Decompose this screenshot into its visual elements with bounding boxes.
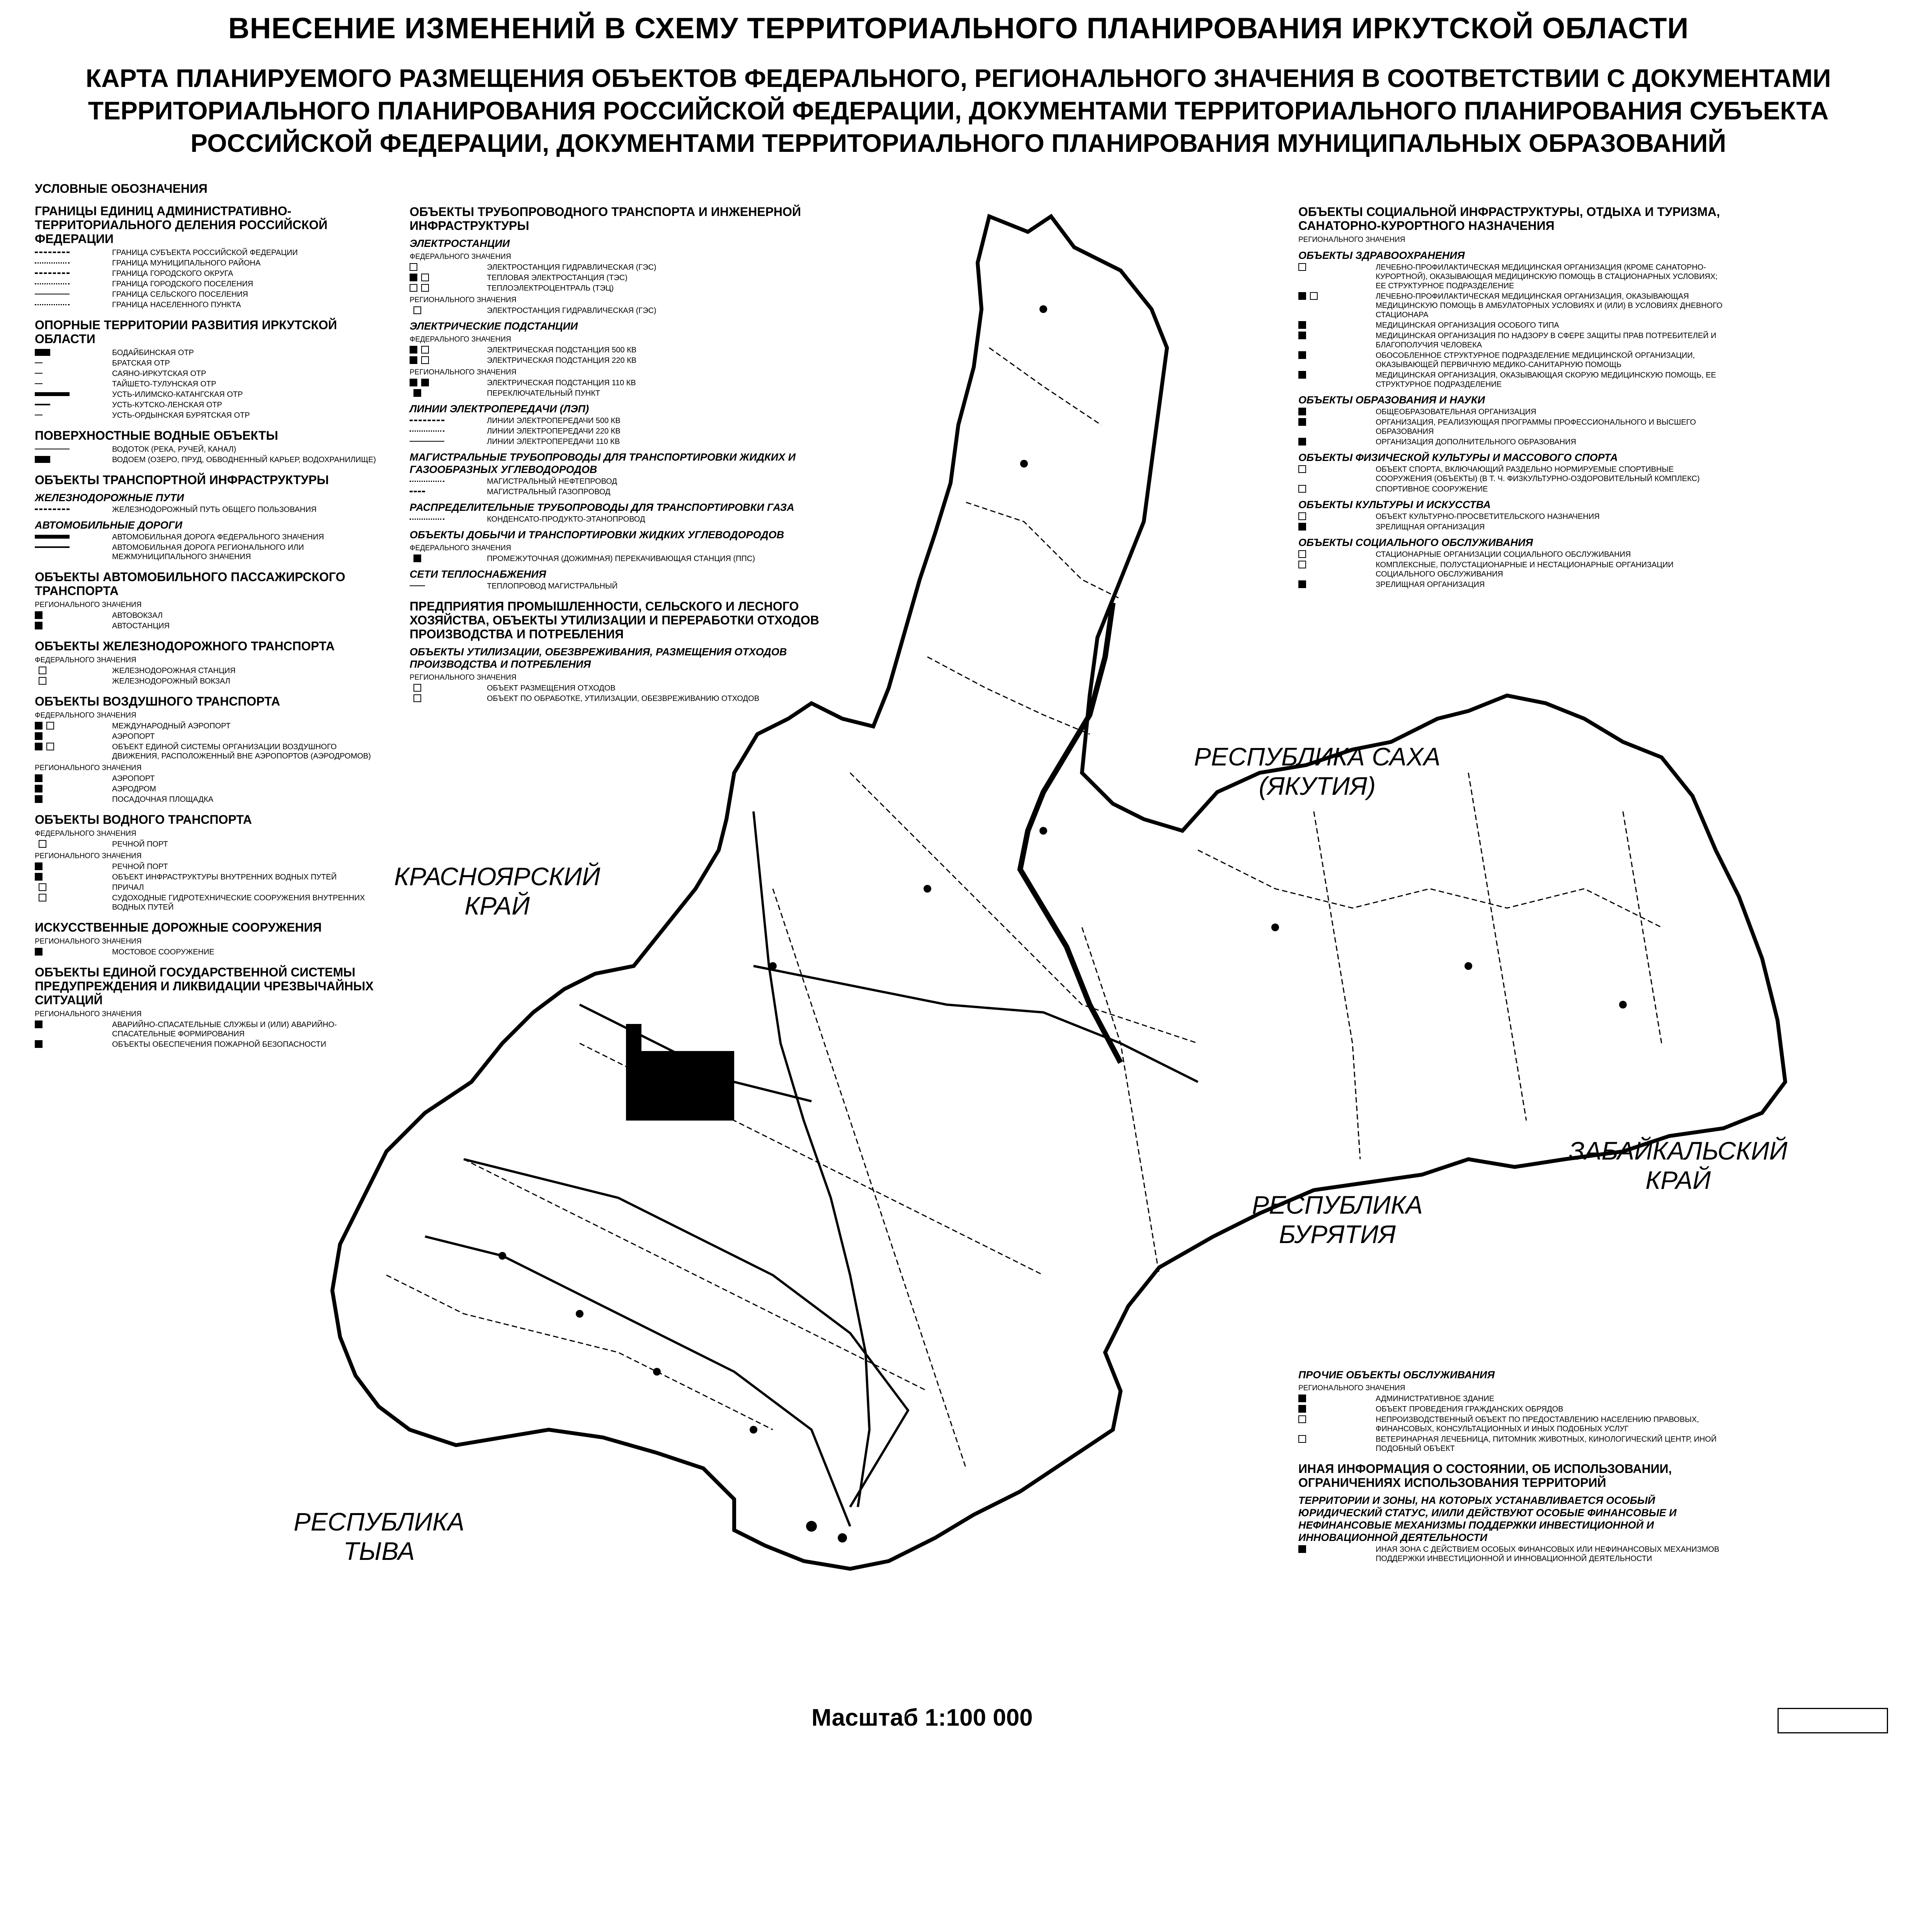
legend-item: МЕДИЦИНСКАЯ ОРГАНИЗАЦИЯ, ОКАЗЫВАЮЩАЯ СКОРУЮ МЕДИЦИНСКУЮ ПОМОЩЬ, ЕЕ СТРУКТУРНОЕ ПОДРАЗДЕЛЕНИЕ [1298, 371, 1723, 389]
legend-item: ОБЪЕКТ СПОРТА, ВКЛЮЧАЮЩИЙ РАЗДЕЛЬНО НОРМИРУЕМЫЕ СПОРТИВНЫЕ СООРУЖЕНИЯ (ОБЪЕКТЫ) (В Т. Ч. ФИЗКУЛЬТУРНО-ОЗДОРОВИТЕЛЬНЫЙ КОМПЛЕКС) [1298, 465, 1723, 483]
label-krasnoyarsk: КРАСНОЯРСКИЙ КРАЙ [394, 862, 600, 920]
legend-item: ЛЕЧЕБНО-ПРОФИЛАКТИЧЕСКАЯ МЕДИЦИНСКАЯ ОРГАНИЗАЦИЯ, ОКАЗЫВАЮЩАЯ МЕДИЦИНСКУЮ ПОМОЩЬ В АМБУЛАТОРНЫХ УСЛОВИЯХ И (ИЛИ) В УСЛОВИЯХ ДНЕВНОГО СТАЦИОНАРА [1298, 292, 1723, 320]
legend-right-lower: ПРОЧИЕ ОБЪЕКТЫ ОБСЛУЖИВАНИЯ РЕГИОНАЛЬНОГО ЗНАЧЕНИЯ АДМИНИСТРАТИВНОЕ ЗДАНИЕ ОБЪЕКТ ПРОВЕДЕНИЯ ГРАЖДАНСКИХ ОБРЯДОВ НЕПРОИЗВОДСТВЕННЫЙ ОБЪЕКТ ПО ПРЕДОСТАВЛЕНИЮ НАСЕЛЕНИЮ ПРАВОВЫХ, ФИНАНСОВЫХ, КОНСУЛЬТАЦИОННЫХ И ИНЫХ ПОДОБНЫХ УСЛУГ ВЕТЕРИНАРНАЯ ЛЕЧЕБНИЦА, ПИТОМНИК ЖИВОТНЫХ, КИНОЛОГИЧЕСКИЙ ЦЕНТР, ИНОЙ ПОДОБНЫЙ ОБЪЕКТ ИНАЯ ИНФОРМАЦИЯ О СОСТОЯНИИ, ОБ ИСПОЛЬЗОВАНИИ, ОГРАНИЧЕНИЯХ ИСПОЛЬЗОВАНИЯ ТЕРРИТОРИЙ ТЕРРИТОРИИ И ЗОНЫ, НА КОТОРЫХ УСТАНАВЛИВАЕТСЯ ОСОБЫЙ ЮРИДИЧЕСКИЙ СТАТУС, И/ИЛИ ДЕЙСТВУЮТ ОСОБЫЕ ФИНАНСОВЫЕ И НЕФИНАНСОВЫЕ МЕХАНИЗМЫ ПОДДЕРЖКИ ИНВЕСТИЦИОННОЙ И ИННОВАЦИОННОЙ ДЕЯТЕЛЬНОСТИ ИНАЯ ЗОНА С ДЕЙСТВИЕМ ОСОБЫХ ФИНАНСОВЫХ ИЛИ НЕФИНАНСОВЫХ МЕХАНИЗМОВ ПОДДЕРЖКИ ИНВЕСТИЦИОННОЙ И ИННОВАЦИОННОЙ ДЕЯТЕЛЬНОСТИ [1298, 1364, 1723, 1565]
label-zabaikal: ЗАБАЙКАЛЬСКИЙ КРАЙ [1569, 1136, 1788, 1194]
legend-item: ЗРЕЛИЩНАЯ ОРГАНИЗАЦИЯ [1298, 522, 1723, 532]
legend-item: ТЕПЛОПРОВОД МАГИСТРАЛЬНЫЙ [410, 582, 835, 591]
legend-item: СТАЦИОНАРНЫЕ ОРГАНИЗАЦИИ СОЦИАЛЬНОГО ОБСЛУЖИВАНИЯ [1298, 550, 1723, 559]
legend-item: МЕЖДУНАРОДНЫЙ АЭРОПОРТ [35, 721, 383, 731]
legend-item: ЖЕЛЕЗНОДОРОЖНЫЙ ПУТЬ ОБЩЕГО ПОЛЬЗОВАНИЯ [35, 505, 383, 514]
legend-title: УСЛОВНЫЕ ОБОЗНАЧЕНИЯ [35, 182, 208, 196]
legend-item: МАГИСТРАЛЬНЫЙ НЕФТЕПРОВОД [410, 477, 835, 486]
legend-item: ОРГАНИЗАЦИЯ, РЕАЛИЗУЮЩАЯ ПРОГРАММЫ ПРОФЕССИОНАЛЬНОГО И ВЫСШЕГО ОБРАЗОВАНИЯ [1298, 418, 1723, 436]
legend-item: ГРАНИЦА СЕЛЬСКОГО ПОСЕЛЕНИЯ [35, 290, 383, 299]
legend-middle: ОБЪЕКТЫ ТРУБОПРОВОДНОГО ТРАНСПОРТА И ИНЖЕНЕРНОЙ ИНФРАСТРУКТУРЫ ЭЛЕКТРОСТАНЦИИ ФЕДЕРАЛЬНОГО ЗНАЧЕНИЯ ЭЛЕКТРОСТАНЦИЯ ГИДРАВЛИЧЕСКАЯ (ГЭС) ТЕПЛОВАЯ ЭЛЕКТРОСТАНЦИЯ (ТЭС) ТЕПЛОЭЛЕКТРОЦЕНТРАЛЬ (ТЭЦ) РЕГИОНАЛЬНОГО ЗНАЧЕНИЯ ЭЛЕКТРОСТАНЦИЯ ГИДРАВЛИЧЕСКАЯ (ГЭС) ЭЛЕКТРИЧЕСКИЕ ПОДСТАНЦИИ ФЕДЕРАЛЬНОГО ЗНАЧЕНИЯ ЭЛЕКТРИЧЕСКАЯ ПОДСТАНЦИЯ 500 КВ ЭЛЕКТРИЧЕСКАЯ ПОДСТАНЦИЯ 220 КВ РЕГИОНАЛЬНОГО ЗНАЧЕНИЯ ЭЛЕКТРИЧЕСКАЯ ПОДСТАНЦИЯ 110 КВ ПЕРЕКЛЮЧАТЕЛЬНЫЙ ПУНКТ ЛИНИИ ЭЛЕКТРОПЕРЕДАЧИ (ЛЭП) ЛИНИИ ЭЛЕКТРОПЕРЕДАЧИ 500 КВ ЛИНИИ ЭЛЕКТРОПЕРЕДАЧИ 220 КВ ЛИНИИ ЭЛЕКТРОПЕРЕДАЧИ 110 КВ МАГИСТРАЛЬНЫЕ ТРУБОПРОВОДЫ ДЛЯ ТРАНСПОРТИРОВКИ ЖИДКИХ И ГАЗООБРАЗНЫХ УГЛЕВОДОРОДОВ МАГИСТРАЛЬНЫЙ НЕФТЕПРОВОД МАГИСТРАЛЬНЫЙ ГАЗОПРОВОД РАСПРЕДЕЛИТЕЛЬНЫЕ ТРУБОПРОВОДЫ ДЛЯ ТРАНСПОРТИРОВКИ ГАЗА КОНДЕНСАТО-ПРОДУКТО-ЭТАНОПРОВОД ОБЪЕКТЫ ДОБЫЧИ И ТРАНСПОРТИРОВКИ ЖИДКИХ УГЛЕВОДОРОДОВ ФЕДЕРАЛЬНОГО ЗНАЧЕНИЯ ПРОМЕЖУТОЧНАЯ (ДОЖИМНАЯ) ПЕРЕКАЧИВАЮЩАЯ СТАНЦИЯ (ППС) СЕТИ ТЕПЛОСНАБЖЕНИЯ ТЕПЛОПРОВОД МАГИСТРАЛЬНЫЙ ПРЕДПРИЯТИЯ ПРОМЫШЛЕННОСТИ, СЕЛЬСКОГО И ЛЕСНОГО ХОЗЯЙСТВА, ОБЪЕКТЫ УТИЛИЗАЦИИ И ПЕРЕРАБОТКИ ОТХОДОВ ПРОИЗВОДСТВА И ПОТРЕБЛЕНИЯ ОБЪЕКТЫ УТИЛИЗАЦИИ, ОБЕЗВРЕЖИВАНИЯ, РАЗМЕЩЕНИЯ ОТХОДОВ ПРОИЗВОДСТВА И ПОТРЕБЛЕНИЯ РЕГИОНАЛЬНОГО ЗНАЧЕНИЯ ОБЪЕКТ РАЗМЕЩЕНИЯ ОТХОДОВ ОБЪЕКТ ПО ОБРАБОТКЕ, УТИЛИЗАЦИИ, ОБЕЗВРЕЖИВАНИЮ ОТХОДОВ [410, 205, 835, 704]
legend-item: ТАЙШЕТО-ТУЛУНСКАЯ ОТР [35, 379, 383, 389]
page-title: ВНЕСЕНИЕ ИЗМЕНЕНИЙ В СХЕМУ ТЕРРИТОРИАЛЬНОГО ПЛАНИРОВАНИЯ ИРКУТСКОЙ ОБЛАСТИ [228, 12, 1689, 45]
legend-item: УСТЬ-КУТСКО-ЛЕНСКАЯ ОТР [35, 400, 383, 410]
legend-item: КОМПЛЕКСНЫЕ, ПОЛУСТАЦИОНАРНЫЕ И НЕСТАЦИОНАРНЫЕ ОРГАНИЗАЦИИ СОЦИАЛЬНОГО ОБСЛУЖИВАНИЯ [1298, 560, 1723, 579]
legend-item: ПРОМЕЖУТОЧНАЯ (ДОЖИМНАЯ) ПЕРЕКАЧИВАЮЩАЯ СТАНЦИЯ (ППС) [410, 554, 835, 563]
otr-zone-block [626, 1051, 734, 1121]
legend-item: СУДОХОДНЫЕ ГИДРОТЕХНИЧЕСКИЕ СООРУЖЕНИЯ ВНУТРЕННИХ ВОДНЫХ ПУТЕЙ [35, 893, 383, 912]
legend-item: ПРИЧАЛ [35, 883, 383, 892]
legend-item: НЕПРОИЗВОДСТВЕННЫЙ ОБЪЕКТ ПО ПРЕДОСТАВЛЕНИЮ НАСЕЛЕНИЮ ПРАВОВЫХ, ФИНАНСОВЫХ, КОНСУЛЬТАЦИОННЫХ И ИНЫХ ПОДОБНЫХ УСЛУГ [1298, 1415, 1723, 1434]
legend-item: АВТОВОКЗАЛ [35, 611, 383, 620]
legend-item: ЭЛЕКТРИЧЕСКАЯ ПОДСТАНЦИЯ 500 КВ [410, 345, 835, 355]
legend-item: БРАТСКАЯ ОТР [35, 359, 383, 368]
legend-otr-heading: ОПОРНЫЕ ТЕРРИТОРИИ РАЗВИТИЯ ИРКУТСКОЙ ОБЛАСТИ [35, 318, 337, 346]
legend-emergency-heading: ОБЪЕКТЫ ЕДИНОЙ ГОСУДАРСТВЕННОЙ СИСТЕМЫ ПРЕДУПРЕЖДЕНИЯ И ЛИКВИДАЦИИ ЧРЕЗВЫЧАЙНЫХ СИТУАЦИЙ [35, 965, 374, 1007]
legend-item: ИНАЯ ЗОНА С ДЕЙСТВИЕМ ОСОБЫХ ФИНАНСОВЫХ ИЛИ НЕФИНАНСОВЫХ МЕХАНИЗМОВ ПОДДЕРЖКИ ИНВЕСТИЦИОННОЙ И ИННОВАЦИОННОЙ ДЕЯТЕЛЬНОСТИ [1298, 1545, 1723, 1563]
legend-item: СПОРТИВНОЕ СООРУЖЕНИЕ [1298, 485, 1723, 494]
legend-item: АВТОСТАНЦИЯ [35, 621, 383, 631]
label-sakha: РЕСПУБЛИКА САХА (ЯКУТИЯ) [1194, 742, 1441, 800]
legend-item: ПЕРЕКЛЮЧАТЕЛЬНЫЙ ПУНКТ [410, 389, 835, 398]
scale-label: Масштаб 1:100 000 [811, 1704, 1033, 1731]
legend-transport-heading: ОБЪЕКТЫ ТРАНСПОРТНОЙ ИНФРАСТРУКТУРЫ [35, 473, 329, 487]
legend-item: ОБОСОБЛЕННОЕ СТРУКТУРНОЕ ПОДРАЗДЕЛЕНИЕ МЕДИЦИНСКОЙ ОРГАНИЗАЦИИ, ОКАЗЫВАЮЩЕЙ ПЕРВИЧНУЮ МЕДИКО-САНИТАРНУЮ ПОМОЩЬ [1298, 351, 1723, 369]
legend-item: ЛИНИИ ЭЛЕКТРОПЕРЕДАЧИ 500 КВ [410, 416, 835, 425]
legend-item: ВОДОЕМ (ОЗЕРО, ПРУД, ОБВОДНЕННЫЙ КАРЬЕР, ВОДОХРАНИЛИЩЕ) [35, 455, 383, 464]
legend-pipeline-heading: ОБЪЕКТЫ ТРУБОПРОВОДНОГО ТРАНСПОРТА И ИНЖЕНЕРНОЙ ИНФРАСТРУКТУРЫ [410, 205, 801, 233]
legend-item: ОБЪЕКТ КУЛЬТУРНО-ПРОСВЕТИТЕЛЬСКОГО НАЗНАЧЕНИЯ [1298, 512, 1723, 521]
legend-item: МЕДИЦИНСКАЯ ОРГАНИЗАЦИЯ ПО НАДЗОРУ В СФЕРЕ ЗАЩИТЫ ПРАВ ПОТРЕБИТЕЛЕЙ И БЛАГОПОЛУЧИЯ ЧЕЛОВЕКА [1298, 331, 1723, 350]
legend-item: УСТЬ-ОРДЫНСКАЯ БУРЯТСКАЯ ОТР [35, 411, 383, 420]
legend-item: ЗРЕЛИЩНАЯ ОРГАНИЗАЦИЯ [1298, 580, 1723, 589]
legend-left: УСЛОВНЫЕ ОБОЗНАЧЕНИЯ ГРАНИЦЫ ЕДИНИЦ АДМИНИСТРАТИВНО-ТЕРРИТОРИАЛЬНОГО ДЕЛЕНИЯ РОССИЙСКОЙ ФЕДЕРАЦИИ ГРАНИЦА СУБЪЕКТА РОССИЙСКОЙ ФЕДЕРАЦИИ ГРАНИЦА МУНИЦИПАЛЬНОГО РАЙОНА ГРАНИЦА ГОРОДСКОГО ОКРУГА ГРАНИЦА ГОРОДСКОГО ПОСЕЛЕНИЯ ГРАНИЦА СЕЛЬСКОГО ПОСЕЛЕНИЯ ГРАНИЦА НАСЕЛЕННОГО ПУНКТА ОПОРНЫЕ ТЕРРИТОРИИ РАЗВИТИЯ ИРКУТСКОЙ ОБЛАСТИ БОДАЙБИНСКАЯ ОТР БРАТСКАЯ ОТР САЯНО-ИРКУТСКАЯ ОТР ТАЙШЕТО-ТУЛУНСКАЯ ОТР УСТЬ-ИЛИМСКО-КАТАНГСКАЯ ОТР УСТЬ-КУТСКО-ЛЕНСКАЯ ОТР УСТЬ-ОРДЫНСКАЯ БУРЯТСКАЯ ОТР ПОВЕРХНОСТНЫЕ ВОДНЫЕ ОБЪЕКТЫ ВОДОТОК (РЕКА, РУЧЕЙ, КАНАЛ) ВОДОЕМ (ОЗЕРО, ПРУД, ОБВОДНЕННЫЙ КАРЬЕР, ВОДОХРАНИЛИЩЕ) ОБЪЕКТЫ ТРАНСПОРТНОЙ ИНФРАСТРУКТУРЫ ЖЕЛЕЗНОДОРОЖНЫЕ ПУТИ ЖЕЛЕЗНОДОРОЖНЫЙ ПУТЬ ОБЩЕГО ПОЛЬЗОВАНИЯ АВТОМОБИЛЬНЫЕ ДОРОГИ АВТОМОБИЛЬНАЯ ДОРОГА ФЕДЕРАЛЬНОГО ЗНАЧЕНИЯ АВТОМОБИЛЬНАЯ ДОРОГА РЕГИОНАЛЬНОГО ИЛИ МЕЖМУНИЦИПАЛЬНОГО ЗНАЧЕНИЯ ОБЪЕКТЫ АВТОМОБИЛЬНОГО ПАССАЖИРСКОГО ТРАНСПОРТА РЕГИОНАЛЬНОГО ЗНАЧЕНИЯ АВТОВОКЗАЛ АВТОСТАНЦИЯ ОБЪЕКТЫ ЖЕЛЕЗНОДОРОЖНОГО ТРАНСПОРТА ФЕДЕРАЛЬНОГО ЗНАЧЕНИЯ ЖЕЛЕЗНОДОРОЖНАЯ СТАНЦИЯ ЖЕЛЕЗНОДОРОЖНЫЙ ВОКЗАЛ ОБЪЕКТЫ ВОЗДУШНОГО ТРАНСПОРТА ФЕДЕРАЛЬНОГО ЗНАЧЕНИЯ МЕЖДУНАРОДНЫЙ АЭРОПОРТ АЭРОПОРТ ОБЪЕКТ ЕДИНОЙ СИСТЕМЫ ОРГАНИЗАЦИИ ВОЗДУШНОГО ДВИЖЕНИЯ, РАСПОЛОЖЕННЫЙ ВНЕ АЭРОПОРТОВ (АЭРОДРОМОВ) РЕГИОНАЛЬНОГО ЗНАЧЕНИЯ АЭРОПОРТ АЭРОДРОМ ПОСАДОЧНАЯ ПЛОЩАДКА ОБЪЕКТЫ ВОДНОГО ТРАНСПОРТА ФЕДЕРАЛЬНОГО ЗНАЧЕНИЯ РЕЧНОЙ ПОРТ РЕГИОНАЛЬНОГО ЗНАЧЕНИЯ РЕЧНОЙ ПОРТ ОБЪЕКТ ИНФРАСТРУКТУРЫ ВНУТРЕННИХ ВОДНЫХ ПУТЕЙ ПРИЧАЛ СУДОХОДНЫЕ ГИДРОТЕХНИЧЕСКИЕ СООРУЖЕНИЯ ВНУТРЕННИХ ВОДНЫХ ПУТЕЙ ИСКУССТВЕННЫЕ ДОРОЖНЫЕ СООРУЖЕНИЯ РЕГИОНАЛЬНОГО ЗНАЧЕНИЯ МОСТОВОЕ СООРУЖЕНИЕ ОБЪЕКТЫ ЕДИНОЙ ГОСУДАРСТВЕННОЙ СИСТЕМЫ ПРЕДУПРЕЖДЕНИЯ И ЛИКВИДАЦИИ ЧРЕЗВЫЧАЙНЫХ СИТУАЦИЙ РЕГИОНАЛЬНОГО ЗНАЧЕНИЯ АВАРИЙНО-СПАСАТЕЛЬНЫЕ СЛУЖБЫ И (ИЛИ) АВАРИЙНО-СПАСАТЕЛЬНЫЕ ФОРМИРОВАНИЯ ОБЪЕКТЫ ОБЕСПЕЧЕНИЯ ПОЖАРНОЙ БЕЗОПАСНОСТИ [35, 182, 383, 1050]
legend-item: АЭРОДРОМ [35, 784, 383, 794]
legend-item: МАГИСТРАЛЬНЫЙ ГАЗОПРОВОД [410, 487, 835, 497]
legend-item: МЕДИЦИНСКАЯ ОРГАНИЗАЦИЯ ОСОБОГО ТИПА [1298, 321, 1723, 330]
legend-item: ПОСАДОЧНАЯ ПЛОЩАДКА [35, 795, 383, 804]
legend-item: ЛЕЧЕБНО-ПРОФИЛАКТИЧЕСКАЯ МЕДИЦИНСКАЯ ОРГАНИЗАЦИЯ (КРОМЕ САНАТОРНО-КУРОРТНОЙ), ОКАЗЫВАЮЩАЯ МЕДИЦИНСКУЮ ПОМОЩЬ В СТАЦИОНАРНЫХ УСЛОВИЯХ; ЕЕ СТРУКТУРНОЕ ПОДРАЗДЕЛЕНИЕ [1298, 263, 1723, 291]
legend-item: ВОДОТОК (РЕКА, РУЧЕЙ, КАНАЛ) [35, 445, 383, 454]
legend-item: ГРАНИЦА МУНИЦИПАЛЬНОГО РАЙОНА [35, 259, 383, 268]
legend-item: РЕЧНОЙ ПОРТ [35, 840, 383, 849]
label-buryatia: РЕСПУБЛИКА БУРЯТИЯ [1252, 1190, 1423, 1248]
legend-item: БОДАЙБИНСКАЯ ОТР [35, 348, 383, 357]
legend-item: АВТОМОБИЛЬНАЯ ДОРОГА РЕГИОНАЛЬНОГО ИЛИ МЕЖМУНИЦИПАЛЬНОГО ЗНАЧЕНИЯ [35, 543, 383, 561]
legend-item: ОБЩЕОБРАЗОВАТЕЛЬНАЯ ОРГАНИЗАЦИЯ [1298, 407, 1723, 417]
legend-item: ЭЛЕКТРИЧЕСКАЯ ПОДСТАНЦИЯ 220 КВ [410, 356, 835, 365]
legend-boundaries-heading: ГРАНИЦЫ ЕДИНИЦ АДМИНИСТРАТИВНО-ТЕРРИТОРИАЛЬНОГО ДЕЛЕНИЯ РОССИЙСКОЙ ФЕДЕРАЦИИ [35, 204, 328, 246]
legend-right: ОБЪЕКТЫ СОЦИАЛЬНОЙ ИНФРАСТРУКТУРЫ, ОТДЫХА И ТУРИЗМА, САНАТОРНО-КУРОРТНОГО НАЗНАЧЕНИЯ РЕГИОНАЛЬНОГО ЗНАЧЕНИЯ ОБЪЕКТЫ ЗДРАВООХРАНЕНИЯ ЛЕЧЕБНО-ПРОФИЛАКТИЧЕСКАЯ МЕДИЦИНСКАЯ ОРГАНИЗАЦИЯ (КРОМЕ САНАТОРНО-КУРОРТНОЙ), ОКАЗЫВАЮЩАЯ МЕДИЦИНСКУЮ ПОМОЩЬ В СТАЦИОНАРНЫХ УСЛОВИЯХ; ЕЕ СТРУКТУРНОЕ ПОДРАЗДЕЛЕНИЕ ЛЕЧЕБНО-ПРОФИЛАКТИЧЕСКАЯ МЕДИЦИНСКАЯ ОРГАНИЗАЦИЯ, ОКАЗЫВАЮЩАЯ МЕДИЦИНСКУЮ ПОМОЩЬ В АМБУЛАТОРНЫХ УСЛОВИЯХ И (ИЛИ) В УСЛОВИЯХ ДНЕВНОГО СТАЦИОНАРА МЕДИЦИНСКАЯ ОРГАНИЗАЦИЯ ОСОБОГО ТИПА МЕДИЦИНСКАЯ ОРГАНИЗАЦИЯ ПО НАДЗОРУ В СФЕРЕ ЗАЩИТЫ ПРАВ ПОТРЕБИТЕЛЕЙ И БЛАГОПОЛУЧИЯ ЧЕЛОВЕКА ОБОСОБЛЕННОЕ СТРУКТУРНОЕ ПОДРАЗДЕЛЕНИЕ МЕДИЦИНСКОЙ ОРГАНИЗАЦИИ, ОКАЗЫВАЮЩЕЙ ПЕРВИЧНУЮ МЕДИКО-САНИТАРНУЮ ПОМОЩЬ МЕДИЦИНСКАЯ ОРГАНИЗАЦИЯ, ОКАЗЫВАЮЩАЯ СКОРУЮ МЕДИЦИНСКУЮ ПОМОЩЬ, ЕЕ СТРУКТУРНОЕ ПОДРАЗДЕЛЕНИЕ ОБЪЕКТЫ ОБРАЗОВАНИЯ И НАУКИ ОБЩЕОБРАЗОВАТЕЛЬНАЯ ОРГАНИЗАЦИЯ ОРГАНИЗАЦИЯ, РЕАЛИЗУЮЩАЯ ПРОГРАММЫ ПРОФЕССИОНАЛЬНОГО И ВЫСШЕГО ОБРАЗОВАНИЯ ОРГАНИЗАЦИЯ ДОПОЛНИТЕЛЬНОГО ОБРАЗОВАНИЯ ОБЪЕКТЫ ФИЗИЧЕСКОЙ КУЛЬТУРЫ И МАССОВОГО СПОРТА ОБЪЕКТ СПОРТА, ВКЛЮЧАЮЩИЙ РАЗДЕЛЬНО НОРМИРУЕМЫЕ СПОРТИВНЫЕ СООРУЖЕНИЯ (ОБЪЕКТЫ) (В Т. Ч. ФИЗКУЛЬТУРНО-ОЗДОРОВИТЕЛЬНЫЙ КОМПЛЕКС) СПОРТИВНОЕ СООРУЖЕНИЕ ОБЪЕКТЫ КУЛЬТУРЫ И ИСКУССТВА ОБЪЕКТ КУЛЬТУРНО-ПРОСВЕТИТЕЛЬСКОГО НАЗНАЧЕНИЯ ЗРЕЛИЩНАЯ ОРГАНИЗАЦИЯ ОБЪЕКТЫ СОЦИАЛЬНОГО ОБСЛУЖИВАНИЯ СТАЦИОНАРНЫЕ ОРГАНИЗАЦИИ СОЦИАЛЬНОГО ОБСЛУЖИВАНИЯ КОМПЛЕКСНЫЕ, ПОЛУСТАЦИОНАРНЫЕ И НЕСТАЦИОНАРНЫЕ ОРГАНИЗАЦИИ СОЦИАЛЬНОГО ОБСЛУЖИВАНИЯ ЗРЕЛИЩНАЯ ОРГАНИЗАЦИЯ [1298, 205, 1723, 590]
legend-item: ЭЛЕКТРИЧЕСКАЯ ПОДСТАНЦИЯ 110 КВ [410, 378, 835, 388]
legend-bus-heading: ОБЪЕКТЫ АВТОМОБИЛЬНОГО ПАССАЖИРСКОГО ТРАНСПОРТА [35, 570, 345, 598]
legend-item: ОБЪЕКТ ЕДИНОЙ СИСТЕМЫ ОРГАНИЗАЦИИ ВОЗДУШНОГО ДВИЖЕНИЯ, РАСПОЛОЖЕННЫЙ ВНЕ АЭРОПОРТОВ (АЭРОДРОМОВ) [35, 742, 383, 761]
legend-item: ТЕПЛОВАЯ ЭЛЕКТРОСТАНЦИЯ (ТЭС) [410, 273, 835, 282]
legend-item: ГРАНИЦА СУБЪЕКТА РОССИЙСКОЙ ФЕДЕРАЦИИ [35, 248, 383, 257]
legend-waterway-heading: ОБЪЕКТЫ ВОДНОГО ТРАНСПОРТА [35, 813, 252, 827]
legend-item: ЖЕЛЕЗНОДОРОЖНАЯ СТАНЦИЯ [35, 666, 383, 675]
legend-item: АЭРОПОРТ [35, 774, 383, 783]
page-subtitle: КАРТА ПЛАНИРУЕМОГО РАЗМЕЩЕНИЯ ОБЪЕКТОВ ФЕДЕРАЛЬНОГО, РЕГИОНАЛЬНОГО ЗНАЧЕНИЯ В СООТВЕТСТВИИ С ДОКУМЕНТАМИ ТЕРРИТОРИАЛЬНОГО ПЛАНИРОВАНИЯ РОССИЙСКОЙ ФЕДЕРАЦИИ, ДОКУМЕНТАМИ ТЕРРИТОРИАЛЬНОГО ПЛАНИРОВАНИЯ СУБЪЕКТА РОССИЙСКОЙ ФЕДЕРАЦИИ, ДОКУМЕНТАМИ ТЕРРИТОРИАЛЬНОГО ПЛАНИРОВАНИЯ МУНИЦИПАЛЬНЫХ ОБРАЗОВАНИЙ [85, 64, 1831, 157]
legend-item: ЭЛЕКТРОСТАНЦИЯ ГИДРАВЛИЧЕСКАЯ (ГЭС) [410, 263, 835, 272]
legend-social-heading: ОБЪЕКТЫ СОЦИАЛЬНОЙ ИНФРАСТРУКТУРЫ, ОТДЫХА И ТУРИЗМА, САНАТОРНО-КУРОРТНОГО НАЗНАЧЕНИЯ [1298, 205, 1720, 233]
legend-item: УСТЬ-ИЛИМСКО-КАТАНГСКАЯ ОТР [35, 390, 383, 399]
legend-item: ГРАНИЦА ГОРОДСКОГО ПОСЕЛЕНИЯ [35, 279, 383, 289]
legend-item: АЭРОПОРТ [35, 732, 383, 741]
legend-item: ЭЛЕКТРОСТАНЦИЯ ГИДРАВЛИЧЕСКАЯ (ГЭС) [410, 306, 835, 315]
legend-item: АВАРИЙНО-СПАСАТЕЛЬНЫЕ СЛУЖБЫ И (ИЛИ) АВАРИЙНО-СПАСАТЕЛЬНЫЕ ФОРМИРОВАНИЯ [35, 1020, 383, 1039]
legend-item: ОБЪЕКТ РАЗМЕЩЕНИЯ ОТХОДОВ [410, 684, 835, 693]
legend-item: КОНДЕНСАТО-ПРОДУКТО-ЭТАНОПРОВОД [410, 515, 835, 524]
legend-item: ОБЪЕКТ ИНФРАСТРУКТУРЫ ВНУТРЕННИХ ВОДНЫХ ПУТЕЙ [35, 872, 383, 882]
legend-item: ОРГАНИЗАЦИЯ ДОПОЛНИТЕЛЬНОГО ОБРАЗОВАНИЯ [1298, 437, 1723, 447]
legend-item: ГРАНИЦА НАСЕЛЕННОГО ПУНКТА [35, 300, 383, 310]
otr-zone-block-2 [626, 1024, 641, 1059]
legend-air-heading: ОБЪЕКТЫ ВОЗДУШНОГО ТРАНСПОРТА [35, 694, 280, 708]
legend-item: ГРАНИЦА ГОРОДСКОГО ОКРУГА [35, 269, 383, 278]
legend-item: ВЕТЕРИНАРНАЯ ЛЕЧЕБНИЦА, ПИТОМНИК ЖИВОТНЫХ, КИНОЛОГИЧЕСКИЙ ЦЕНТР, ИНОЙ ПОДОБНЫЙ ОБЪЕКТ [1298, 1435, 1723, 1453]
legend-item: ЖЕЛЕЗНОДОРОЖНЫЙ ВОКЗАЛ [35, 677, 383, 686]
legend-rail-obj-heading: ОБЪЕКТЫ ЖЕЛЕЗНОДОРОЖНОГО ТРАНСПОРТА [35, 639, 335, 653]
legend-item: ОБЪЕКТ ПРОВЕДЕНИЯ ГРАЖДАНСКИХ ОБРЯДОВ [1298, 1405, 1723, 1414]
legend-item: ОБЪЕКТ ПО ОБРАБОТКЕ, УТИЛИЗАЦИИ, ОБЕЗВРЕЖИВАНИЮ ОТХОДОВ [410, 694, 835, 703]
legend-item: ТЕПЛОЭЛЕКТРОЦЕНТРАЛЬ (ТЭЦ) [410, 284, 835, 293]
legend-item: САЯНО-ИРКУТСКАЯ ОТР [35, 369, 383, 378]
legend-bridges-heading: ИСКУССТВЕННЫЕ ДОРОЖНЫЕ СООРУЖЕНИЯ [35, 920, 322, 934]
legend-item: АДМИНИСТРАТИВНОЕ ЗДАНИЕ [1298, 1394, 1723, 1403]
legend-item: РЕЧНОЙ ПОРТ [35, 862, 383, 871]
legend-item: ОБЪЕКТЫ ОБЕСПЕЧЕНИЯ ПОЖАРНОЙ БЕЗОПАСНОСТИ [35, 1040, 383, 1049]
label-tyva: РЕСПУБЛИКА ТЫВА [294, 1507, 464, 1565]
legend-water-heading: ПОВЕРХНОСТНЫЕ ВОДНЫЕ ОБЪЕКТЫ [35, 429, 278, 442]
legend-item: АВТОМОБИЛЬНАЯ ДОРОГА ФЕДЕРАЛЬНОГО ЗНАЧЕНИЯ [35, 532, 383, 542]
legend-item: ЛИНИИ ЭЛЕКТРОПЕРЕДАЧИ 110 КВ [410, 437, 835, 446]
legend-item: ЛИНИИ ЭЛЕКТРОПЕРЕДАЧИ 220 КВ [410, 427, 835, 436]
title-block-stamp [1778, 1708, 1888, 1733]
legend-item: МОСТОВОЕ СООРУЖЕНИЕ [35, 947, 383, 957]
